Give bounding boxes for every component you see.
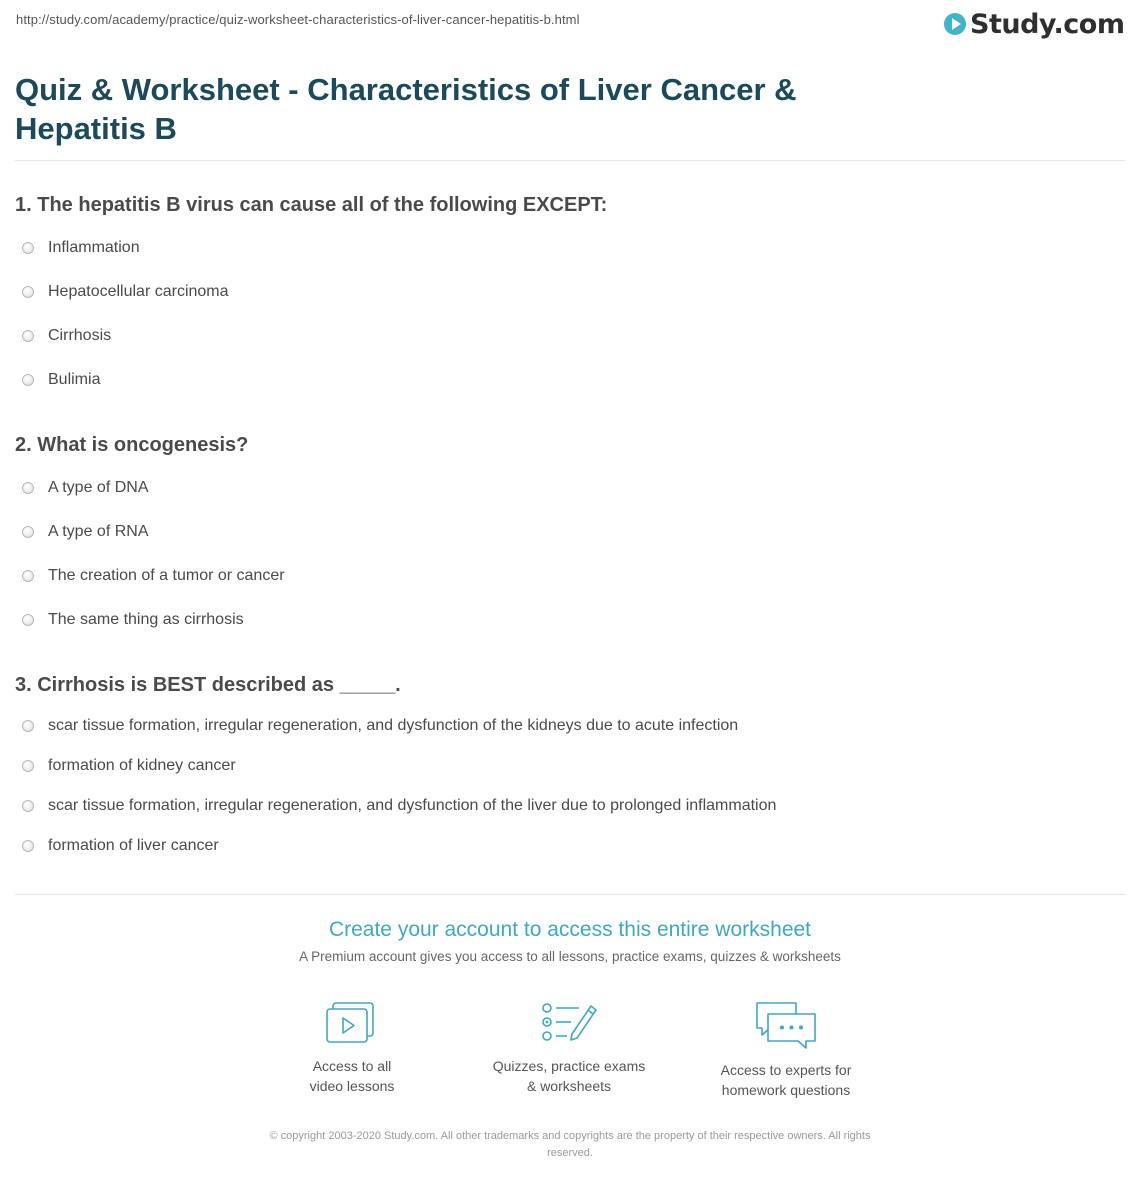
answer-option[interactable]: [22, 717, 738, 735]
answer-label: scar tissue formation, irregular regeneration, and dysfunction of the kidneys due to acute infection: [48, 717, 739, 734]
answer-label: Cirrhosis: [48, 327, 112, 344]
feature-label-line1: Quizzes, practice exams: [492, 1058, 646, 1074]
answer-option[interactable]: [22, 239, 140, 257]
answer-option[interactable]: [22, 283, 229, 301]
chat-experts-icon: [754, 1000, 818, 1050]
answer-option[interactable]: [22, 371, 100, 389]
radio-button-icon[interactable]: [22, 526, 34, 538]
radio-button-icon[interactable]: [22, 720, 34, 732]
answer-label: A type of DNA: [48, 479, 149, 496]
answer-label: The same thing as cirrhosis: [48, 611, 244, 628]
feature-label-line1: Access to all: [312, 1058, 392, 1074]
answer-option[interactable]: [22, 757, 236, 775]
answer-option[interactable]: [22, 523, 149, 541]
answer-label: scar tissue formation, irregular regeneration, and dysfunction of the liver due to prolonged inflammation: [48, 797, 777, 814]
answer-option[interactable]: [22, 327, 111, 345]
answer-label: Hepatocellular carcinoma: [48, 283, 229, 300]
premium-description: A Premium account gives you access to all lessons, practice exams, quizzes & worksheets: [299, 949, 841, 964]
title-divider: [15, 160, 1125, 161]
question-3: 3. Cirrhosis is BEST described as _____.: [15, 674, 401, 696]
answer-label: Inflammation: [48, 239, 140, 256]
radio-button-icon[interactable]: [22, 286, 34, 298]
logo-text: Study.com: [970, 8, 1125, 40]
radio-button-icon[interactable]: [22, 800, 34, 812]
feature-label-line2: video lessons: [309, 1078, 395, 1094]
radio-button-icon[interactable]: [22, 330, 34, 342]
radio-button-icon[interactable]: [22, 374, 34, 386]
feature-label-line2: & worksheets: [526, 1078, 612, 1094]
page-title: Quiz & Worksheet - Characteristics of Liver Cancer & Hepatitis B: [15, 72, 797, 146]
feature-video-lessons: [252, 1000, 452, 1096]
answer-label: The creation of a tumor or cancer: [48, 567, 285, 584]
study-logo[interactable]: [944, 6, 1124, 42]
copyright-line1: © copyright 2003-2020 Study.com. All other trademarks and copyrights are the property of their respective owners. All rights: [269, 1130, 871, 1142]
copyright-line2: reserved.: [547, 1147, 593, 1159]
answer-label: Bulimia: [48, 371, 101, 388]
copyright-notice: [215, 1128, 925, 1162]
cta-divider: [15, 894, 1125, 895]
feature-quizzes: [469, 1000, 669, 1096]
create-account-link[interactable]: Create your account to access this entire worksheet: [328, 918, 812, 941]
play-icon: [944, 13, 966, 35]
question-1: 1. The hepatitis B virus can cause all of the following EXCEPT:: [15, 194, 608, 216]
page-url: http://study.com/academy/practice/quiz-worksheet-characteristics-of-liver-cancer-hepatitis-b.html: [16, 12, 580, 27]
radio-button-icon[interactable]: [22, 570, 34, 582]
radio-button-icon[interactable]: [22, 242, 34, 254]
answer-option[interactable]: [22, 837, 219, 855]
answer-label: A type of RNA: [48, 523, 149, 540]
answer-option[interactable]: [22, 479, 149, 497]
radio-button-icon[interactable]: [22, 760, 34, 772]
answer-label: formation of kidney cancer: [48, 757, 236, 774]
feature-label-line1: Access to experts for: [720, 1062, 852, 1078]
video-lessons-icon: [324, 1000, 380, 1046]
answer-option[interactable]: [22, 567, 285, 585]
feature-experts: [686, 1000, 886, 1100]
answer-label: formation of liver cancer: [48, 837, 219, 854]
radio-button-icon[interactable]: [22, 614, 34, 626]
answer-option[interactable]: [22, 797, 776, 815]
radio-button-icon[interactable]: [22, 840, 34, 852]
radio-button-icon[interactable]: [22, 482, 34, 494]
quiz-checklist-icon: [539, 1000, 599, 1046]
feature-label-line2: homework questions: [721, 1082, 851, 1098]
answer-option[interactable]: [22, 611, 244, 629]
question-2: 2. What is oncogenesis?: [15, 434, 249, 456]
